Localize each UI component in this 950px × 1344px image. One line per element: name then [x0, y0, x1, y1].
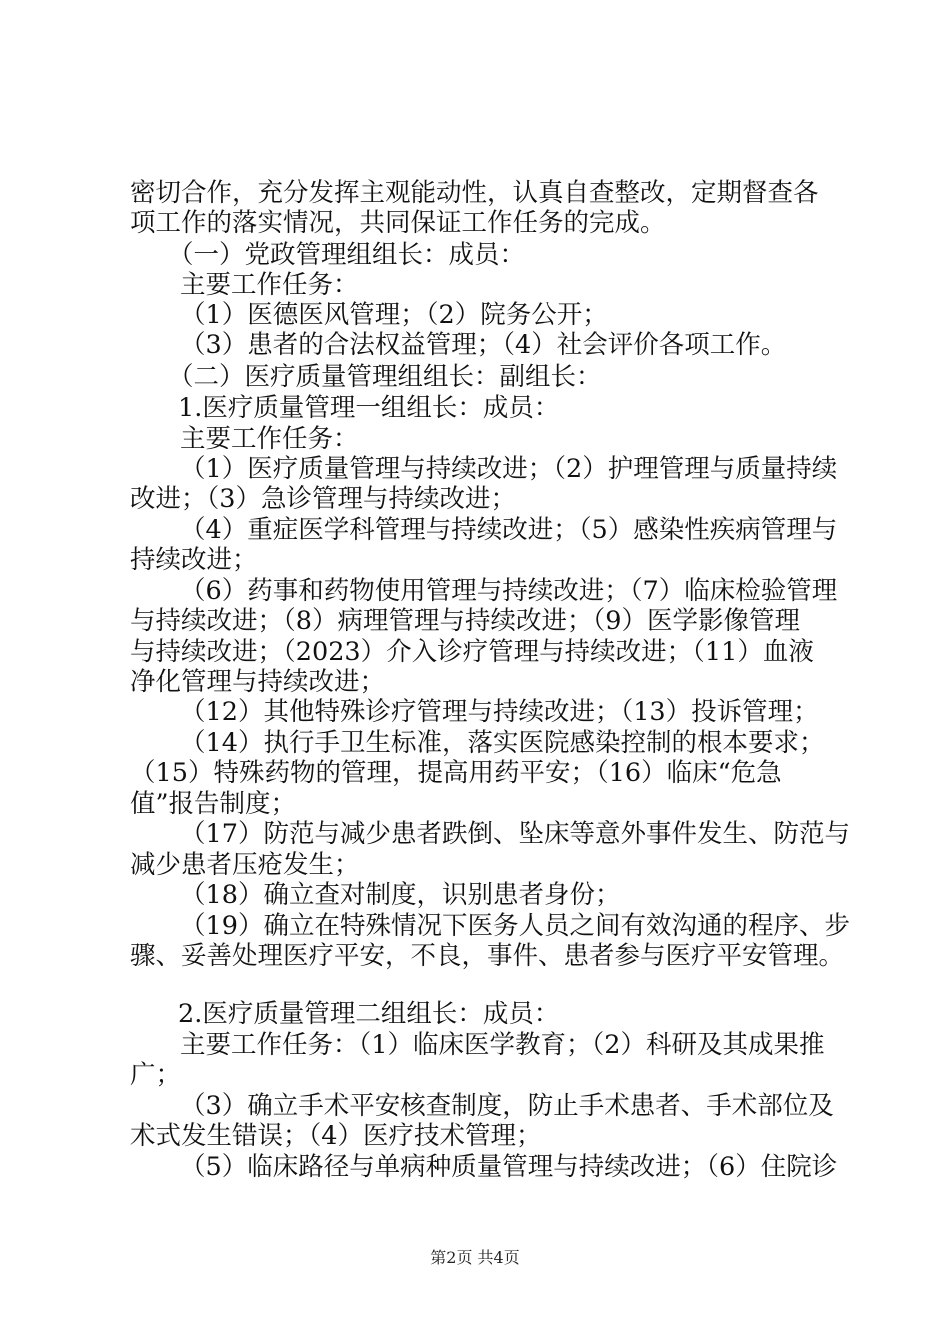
list-item: 改进；（3）急诊管理与持续改进； [130, 484, 516, 514]
text-line: 密切合作，充分发挥主观能动性，认真自查整改，定期督查各 [130, 178, 819, 208]
list-item: 与持续改进；（2023）介入诊疗管理与持续改进；（11）血液 [130, 637, 814, 667]
list-item: 值”报告制度； [130, 789, 297, 819]
list-item: （1）医德医风管理；（2）院务公开； [180, 300, 608, 330]
list-item: （1）医疗质量管理与持续改进；（2）护理管理与质量持续 [180, 454, 838, 484]
text-line: 项工作的落实情况，共同保证工作任务的完成。 [130, 208, 666, 238]
list-item: （12）其他特殊诊疗管理与持续改进；（13）投诉管理； [180, 697, 819, 727]
section-heading: （二）医疗质量管理组组长：副组长： [168, 362, 602, 392]
page-footer: 第2页 共4页 [430, 1248, 520, 1267]
text-line: 广； [130, 1060, 182, 1090]
list-item: （3）确立手术平安核查制度，防止手术患者、手术部位及 [180, 1091, 834, 1121]
list-item: （14）执行手卫生标准，落实医院感染控制的根本要求； [180, 728, 825, 758]
list-item: （6）药事和药物使用管理与持续改进；（7）临床检验管理 [180, 576, 838, 606]
list-item: （5）临床路径与单病种质量管理与持续改进；（6）住院诊 [180, 1152, 838, 1182]
list-item: （18）确立查对制度，识别患者身份； [180, 880, 621, 910]
section-heading: （一）党政管理组组长：成员： [168, 240, 526, 270]
list-item: 与持续改进；（8）病理管理与持续改进；（9）医学影像管理 [130, 606, 800, 636]
list-item: 持续改进； [130, 545, 258, 575]
text-line: 主要工作任务： [180, 270, 359, 300]
list-item: 术式发生错误；（4）医疗技术管理； [130, 1121, 542, 1151]
list-item: （19）确立在特殊情况下医务人员之间有效沟通的程序、步 [180, 911, 850, 941]
list-item: （3）患者的合法权益管理；（4）社会评价各项工作。 [180, 330, 787, 360]
subsection-heading: 1.医疗质量管理一组组长：成员： [178, 393, 560, 423]
list-item: （15）特殊药物的管理，提高用药平安；（16）临床“危急 [130, 758, 782, 788]
subsection-heading: 2.医疗质量管理二组组长：成员： [178, 999, 560, 1029]
list-item: （17）防范与减少患者跌倒、坠床等意外事件发生、防范与 [180, 819, 850, 849]
list-item: 减少患者压疮发生； [130, 850, 360, 880]
list-item: 骤、妥善处理医疗平安，不良，事件、患者参与医疗平安管理。 [130, 941, 845, 971]
list-item: （4）重症医学科管理与持续改进；（5）感染性疾病管理与 [180, 515, 838, 545]
text-line: 主要工作任务：（1）临床医学教育；（2）科研及其成果推 [180, 1030, 825, 1060]
list-item: 净化管理与持续改进； [130, 667, 386, 697]
text-line: 主要工作任务： [180, 424, 359, 454]
